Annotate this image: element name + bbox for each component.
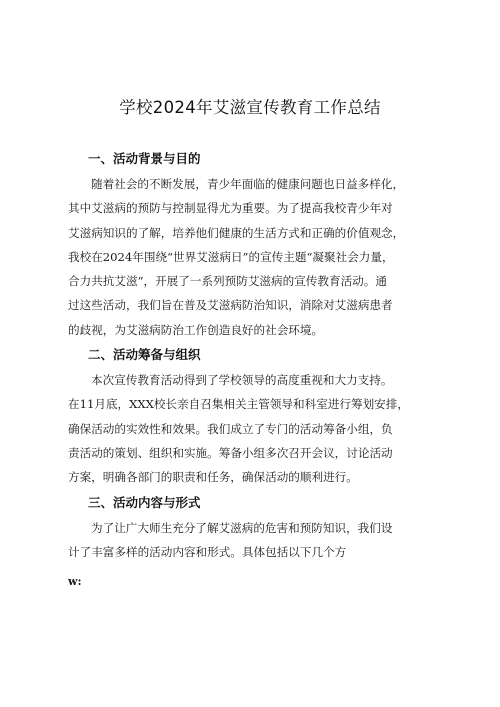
- paragraph-line: 为了让广大师生充分了解艾滋病的危害和预防知识，我们设: [91, 520, 393, 535]
- paragraph-line: 的歧视，为艾滋病防治工作创造良好的社会环境。: [68, 322, 324, 337]
- paragraph-line: 方案，明确各部门的职责和任务，确保活动的顺利进行。: [68, 470, 358, 485]
- paragraph-line: 确保活动的实效性和效果。我们成立了专门的活动筹备小组，负: [68, 421, 393, 436]
- paragraph-line: 合力共抗艾滋”，开展了一系列预防艾滋病的宣传教育活动。通: [68, 274, 387, 289]
- section-paragraph: [68, 172, 430, 342]
- paragraph-line: 艾滋病知识的了解，培养他们健康的生活方式和正确的价值观念，: [68, 225, 405, 240]
- document-body: [68, 146, 430, 594]
- section-paragraph: [68, 368, 430, 489]
- paragraph-line: 随着社会的不断发展，青少年面临的健康问题也日益多样化，: [91, 177, 405, 191]
- section-preparation: [68, 342, 430, 489]
- section-heading: 一、活动背景与目的: [88, 151, 201, 166]
- document-title: 学校2024年艾滋宣传教育工作总结: [119, 98, 381, 117]
- paragraph-line: 其中艾滋病的预防与控制显得尤为重要。为了提高我校青少年对: [68, 201, 393, 216]
- section-background: [68, 146, 430, 342]
- trailing-text: w:: [68, 575, 82, 589]
- paragraph-line: 过这些活动，我们旨在普及艾滋病防治知识，消除对艾滋病患者: [68, 298, 393, 313]
- paragraph-line: 责活动的策划、组织和实施。筹备小组多次召开会议，讨论活动: [68, 445, 393, 460]
- section-heading: 三、活动内容与形式: [88, 494, 201, 510]
- section-heading: 二、活动筹备与组织: [88, 347, 201, 363]
- section-paragraph: [68, 516, 430, 565]
- section-content-format: [68, 490, 430, 565]
- paragraph-line: 我校在2024年围绕“世界艾滋病日”的宣传主题“凝聚社会力量，: [68, 249, 394, 264]
- paragraph-line: 本次宣传教育活动得到了学校领导的高度重视和大力支持。: [91, 373, 393, 388]
- paragraph-line: 计了丰富多样的活动内容和形式。具体包括以下几个方: [68, 544, 347, 559]
- paragraph-line: 在11月底，XXX校长亲自召集相关主管领导和科室进行筹划安排，: [68, 397, 409, 412]
